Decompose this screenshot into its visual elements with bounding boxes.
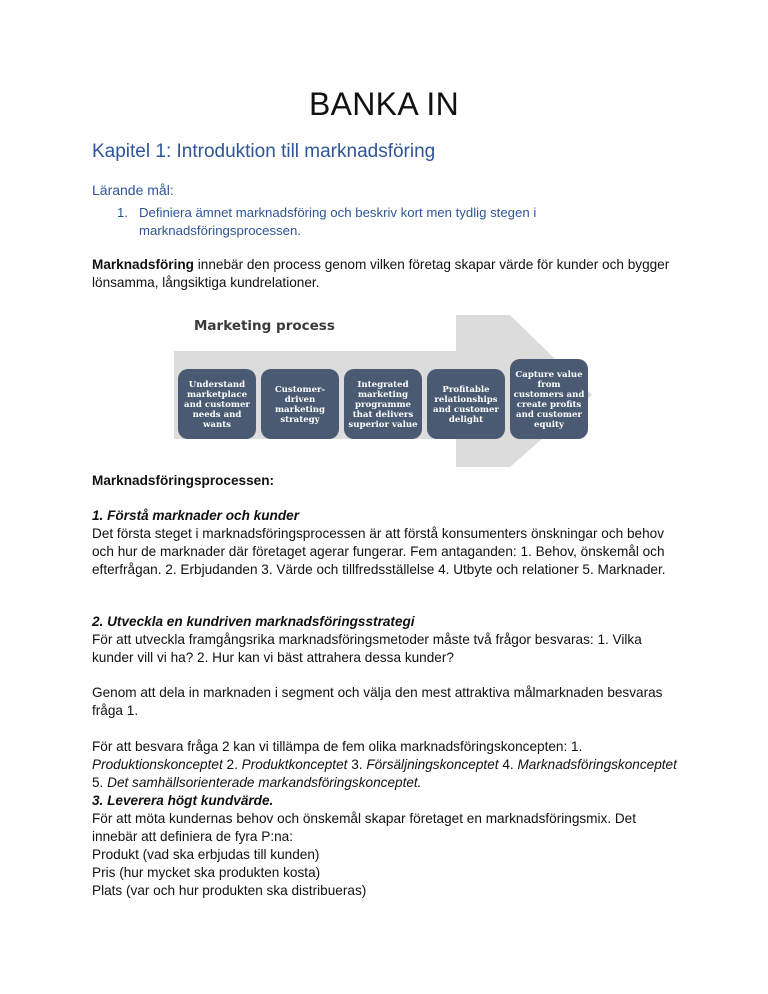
process-step-label: Profitable [442,385,490,395]
figure-title: Marketing process [194,318,335,334]
process-step-label: and customer [184,400,250,410]
concept-sep: 5. [92,775,108,790]
process-step-label: customers and [513,390,585,400]
process-step-label: that delivers [352,410,414,420]
concept-5: Det samhällsorienterade markandsföringskonceptet. [107,775,422,790]
process-step-label: Capture value [515,370,583,380]
process-step-label: marketing [274,405,326,415]
p-item-product: Produkt (vad ska erbjudas till kunden) [92,847,320,862]
goal-item [92,204,652,240]
concept-sep: 2. [222,757,242,772]
goal-number: 1. [117,205,128,220]
process-step-label: superior value [348,420,418,430]
process-step-label: from [537,380,561,390]
process-step-label: wants [202,420,232,430]
process-step-label: Customer- [274,385,326,395]
p-item-price: Pris (hur mycket ska produkten kosta) [92,865,321,880]
goals-heading: Lärande mål: [92,182,174,198]
concept-1: Produktionskonceptet [92,757,223,772]
step2-para3-intro: För att besvara fråga 2 kan vi tillämpa de fem olika marknadsföringskoncepten: 1. [92,739,583,754]
document-title: BANKA IN [308,86,459,122]
process-step-label: marketplace [186,390,248,400]
definition-text: innebär den process genom vilken företag skapar värde för kunder och bygger lönsamma, långsiktiga kundrelationer. [92,257,670,290]
concept-sep: 4. [498,757,518,772]
process-steps [178,359,588,439]
step3-heading: 3. Leverera högt kundvärde. [92,793,274,808]
process-step-label: Understand [188,380,246,390]
step2-heading: 2. Utveckla en kundriven marknadsföringsstrategi [92,614,415,629]
p-item-place: Plats (var och hur produkten ska distribueras) [92,883,367,898]
step1-text: Det första steget i marknadsföringsprocessen är att förstå konsumenters önskningar och behov och hur de marknader där företaget agerar fungerar. Fem antaganden: 1. Behov, önskemål och efterfrågan. 2. Erbjudanden 3. Värde och tillfredsställelse 4. Utbyte och relationer 5. Marknader. [92,526,666,577]
process-step-label: strategy [280,415,320,425]
process-step-label: and customer [516,410,582,420]
step3-text: För att möta kundernas behov och önskemål skapar företaget en marknadsföringsmix. Det innebär att definiera de fyra P:na: [92,811,637,844]
concept-3: Försäljningskonceptet [366,757,499,772]
definition-term: Marknadsföring [92,257,194,272]
goal-text: Definiera ämnet marknadsföring och beskriv kort men tydlig stegen i marknadsföringsprocessen. [139,205,537,238]
step2-para3 [92,738,682,792]
process-step-label: needs and [192,410,242,420]
goals-list [92,204,652,240]
process-step-label: Integrated [357,380,409,390]
concept-4: Marknadsföringskonceptet [517,757,677,772]
step1-heading: 1. Förstå marknader och kunder [92,508,299,523]
process-step-label: equity [534,420,564,430]
concept-2: Produktkonceptet [241,757,348,772]
process-step-label: and customer [433,405,499,415]
process-step-label: marketing [357,390,409,400]
marketing-process-figure [174,311,594,469]
process-step-label: create profits [516,400,582,410]
process-step-label: delight [448,415,484,425]
step2-text: För att utveckla framgångsrika marknadsföringsmetoder måste två frågor besvaras: 1. Vilka kunder vill vi ha? 2. Hur kan vi bäst attrahera dessa kunder? [92,632,642,665]
definition-paragraph [92,256,682,292]
step2-para2: Genom att dela in marknaden i segment och välja den mest attraktiva målmarknaden besvaras fråga 1. [92,685,663,718]
process-heading: Marknadsföringsprocessen: [92,473,275,488]
process-step-label: driven [284,395,316,405]
concept-sep: 3. [347,757,367,772]
process-step-label: relationships [434,395,498,405]
chapter-heading: Kapitel 1: Introduktion till marknadsföring [92,141,436,162]
process-step-label: programme [354,400,412,410]
